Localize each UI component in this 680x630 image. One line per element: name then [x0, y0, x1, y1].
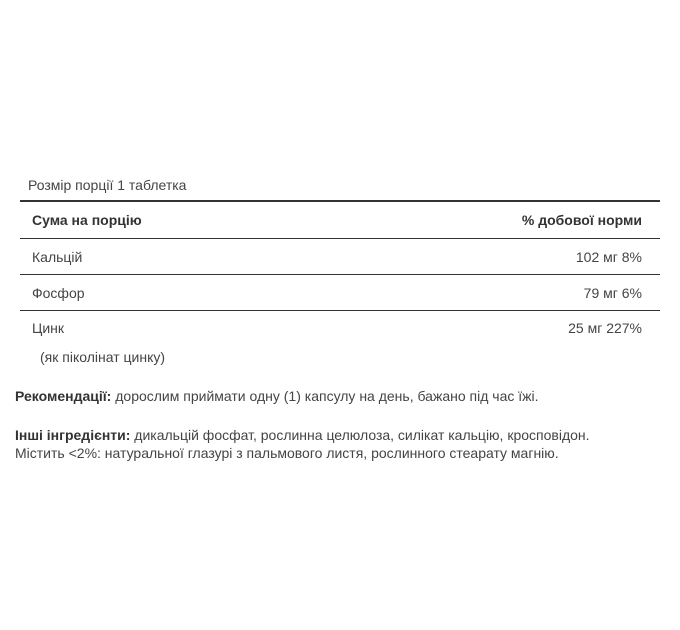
nutrient-name: Фосфор: [32, 284, 85, 301]
serving-size: Розмір порції 1 таблетка: [28, 177, 187, 193]
supplement-facts-table: [20, 165, 660, 374]
nutrient-note: (як піколінат цинку): [40, 349, 166, 365]
nutrient-value: 102 мг 8%: [575, 248, 642, 265]
nutrient-name: Кальцій: [32, 248, 83, 265]
table-row: [20, 311, 660, 344]
nutrient-value: 25 мг 227%: [568, 319, 642, 336]
recommendations-text: [15, 387, 665, 405]
supplement-facts-panel: [20, 165, 660, 374]
facts-header-row: [20, 202, 660, 238]
recommendations-body: дорослим приймати одну (1) капсулу на день, бажано під час їжі.: [111, 388, 539, 404]
ingredients-line2: Містить <2%: натуральної глазурі з пальмового листя, рослинного стеарату магнію.: [15, 445, 559, 461]
table-row: [20, 275, 660, 310]
ingredients-body: дикальцій фосфат, рослинна целюлоза, силікат кальцію, кросповідон.: [130, 427, 590, 443]
amount-per-serving-heading: Сума на порцію: [32, 212, 142, 228]
nutrient-name: Цинк: [32, 319, 65, 336]
table-row: [20, 239, 660, 274]
daily-value-heading: % добової норми: [521, 212, 642, 228]
ingredients-label: Інші інгредієнти:: [15, 427, 131, 443]
recommendations-label: Рекомендації:: [15, 388, 112, 404]
nutrient-value: 79 мг 6%: [583, 284, 642, 301]
ingredients-text: [15, 426, 665, 462]
